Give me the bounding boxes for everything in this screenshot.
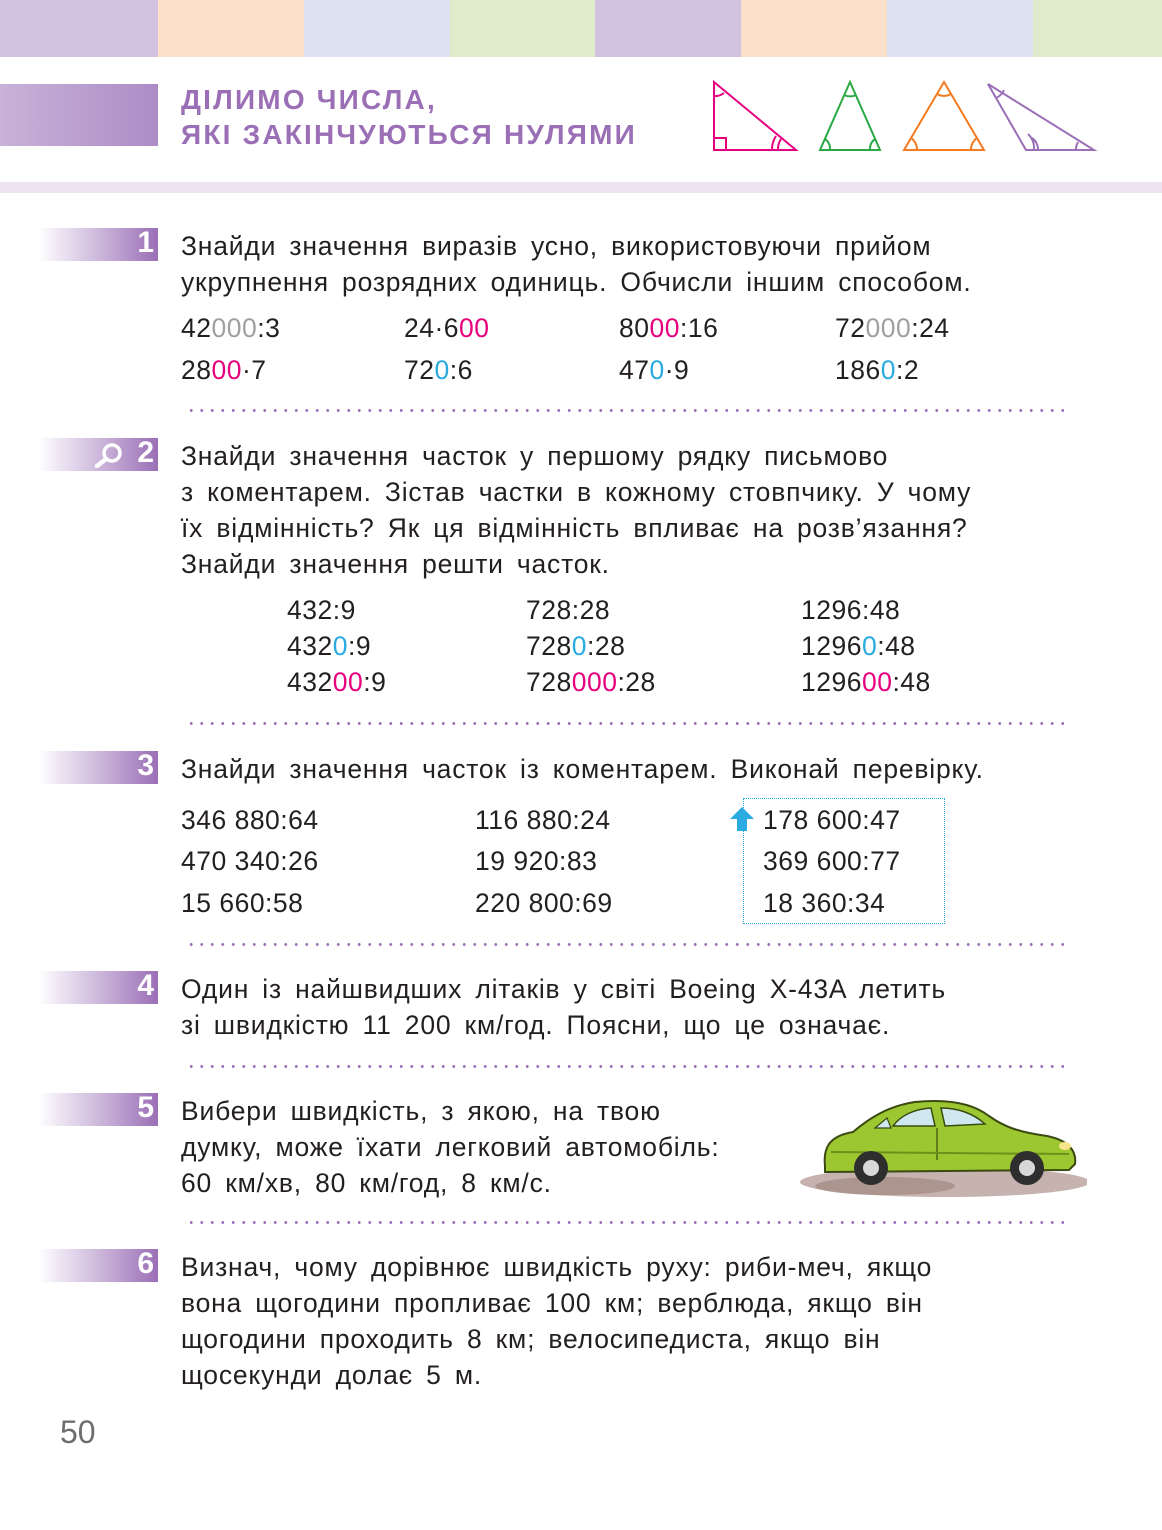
equilateral-triangle-icon [904,82,984,150]
expression: 7280:28 [526,631,626,661]
task-number-badge [38,1249,158,1282]
right-triangle-icon [714,82,796,150]
expression: 19 920:83 [475,846,598,876]
page-number: 50 [60,1414,96,1450]
stripe [0,0,158,57]
stripe [450,0,595,57]
task-number-badge [38,228,158,261]
expression: 129600:48 [801,667,931,697]
dotted-separator [186,409,1066,412]
task-number-badge [38,438,158,471]
task-number-badge [38,971,158,1004]
expression: 1860:2 [835,355,920,385]
task-number: 3 [137,749,154,782]
task-1-text: Знайди значення виразів усно, використовуючи прийом укрупнення розрядних одиниць. Обчисли іншим способом. [181,231,972,297]
dotted-separator [186,943,1066,946]
task-number-badge [38,1093,158,1126]
expression: 346 880:64 [181,805,319,835]
stripe [1033,0,1162,57]
expression: 8000:16 [619,313,719,343]
task-number: 2 [137,436,154,469]
stripe [595,0,741,57]
stripe [158,0,304,57]
up-arrow-icon [729,806,755,832]
expression: 72000:24 [835,313,950,343]
task-number: 4 [137,969,154,1002]
expression: 728:28 [526,595,611,625]
page-title: ДІЛИМО ЧИСЛА, ЯКІ ЗАКІНЧУЮТЬСЯ НУЛЯМИ [181,84,637,150]
task-6-text: Визнач, чому дорівнює швидкість руху: риби-меч, якщо вона щогодини пропливає 100 км; верблюда, якщо він щогодини проходить 8 км; велосипедиста, якщо він щосекунди долає 5 м. [181,1252,933,1390]
header-rule [0,182,1162,193]
expression: 43200:9 [287,667,387,697]
task-number: 6 [137,1247,154,1280]
header-band [0,84,158,146]
dotted-separator [186,722,1066,725]
stripe [887,0,1033,57]
expression: 470 340:26 [181,846,319,876]
expression: 24·600 [404,313,490,343]
triangles-illustration [706,76,1106,156]
task-2-text: Знайди значення часток у першому рядку письмово з коментарем. Зістав частки в кожному стовпчику. У чому їх відмінність? Як ця відмінність впливає на розв’язання? Знайди значення решти часток. [181,441,972,579]
expression: 432:9 [287,595,356,625]
task-5-text: Вибери швидкість, з якою, на твою думку, може їхати легковий автомобіль: 60 км/хв, 80 км/год, 8 км/с. [181,1096,720,1198]
expression: 369 600:77 [763,846,901,876]
expression: 42000:3 [181,313,281,343]
expression: 178 600:47 [763,805,901,835]
expression: 116 880:24 [475,805,611,835]
expression: 2800·7 [181,355,267,385]
expression: 12960:48 [801,631,916,661]
car-illustration [795,1088,1087,1202]
task-number: 1 [137,226,154,259]
task-number: 5 [137,1091,154,1124]
stripe [741,0,887,57]
expression: 4320:9 [287,631,372,661]
expression: 720:6 [404,355,473,385]
expression: 728000:28 [526,667,656,697]
stripe [304,0,450,57]
obtuse-triangle-icon [988,84,1094,150]
dotted-separator [186,1221,1066,1224]
isosceles-triangle-icon [820,82,880,150]
dotted-separator [186,1065,1066,1068]
magnifier-icon [94,442,124,473]
expression: 18 360:34 [763,888,886,918]
expression: 220 800:69 [475,888,613,918]
expression: 15 660:58 [181,888,304,918]
task-4-text: Один із найшвидших літаків у світі Boeing X-43A летить зі швидкістю 11 200 км/год. Поясни, що це означає. [181,974,947,1040]
expression: 1296:48 [801,595,901,625]
task-number-badge [38,751,158,784]
task-3-text: Знайди значення часток із коментарем. Виконай перевірку. [181,754,984,784]
expression: 470·9 [619,355,690,385]
